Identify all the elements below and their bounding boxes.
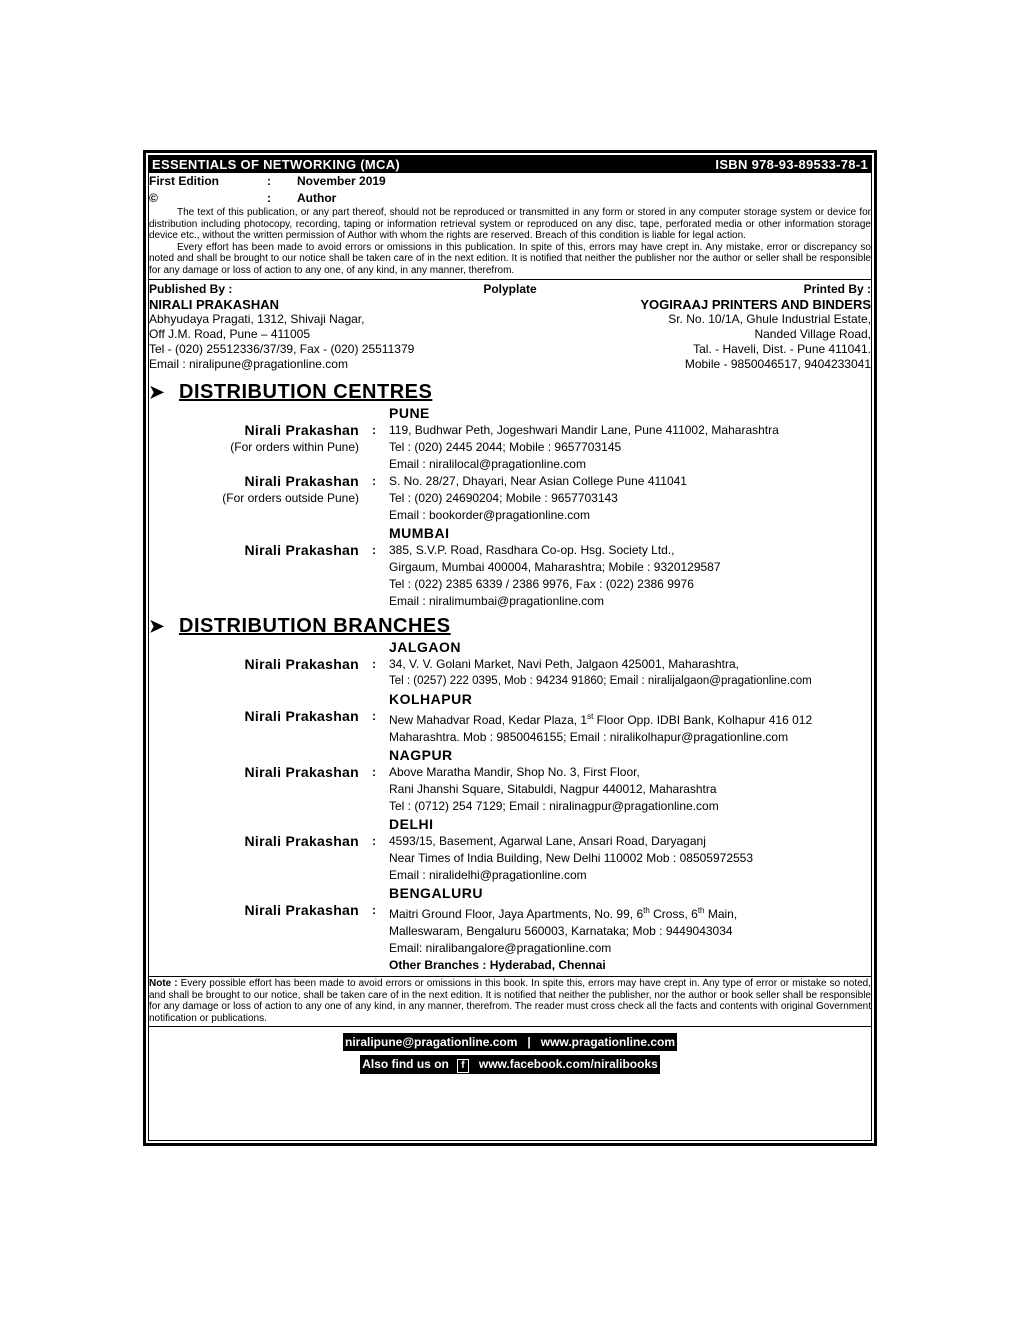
centres-heading: [149, 380, 871, 404]
legal-para-1: The text of this publication, or any part thereof, should not be reproduced or transmitted in any form or stored in any computer storage system or device for distribution including photocopy, recording, taping or information retrieval system or reproduced on any disc, tape, perforated media or other information storage device etc., without the written permission of Author with whom the rights are reserved. Breach of this condition is liable for legal action.: [149, 207, 871, 241]
city-bengaluru: BENGALURU: [389, 885, 483, 901]
isbn: ISBN 978-93-89533-78-1: [715, 157, 868, 172]
facebook-url[interactable]: www.facebook.com/niralibooks: [478, 1057, 658, 1071]
city-kolhapur: KOLHAPUR: [389, 691, 473, 707]
publisher-column: [149, 282, 415, 372]
centre-line: S. No. 28/27, Dhayari, Near Asian College Pune 411041: [389, 474, 687, 488]
city-delhi: DELHI: [389, 816, 434, 832]
polyplate: Polyplate: [483, 282, 537, 296]
branch-line: Maharashtra. Mob : 9850046155; Email : niralikolhapur@pragationline.com: [389, 730, 789, 744]
branches-title: DISTRIBUTION BRANCHES: [179, 614, 451, 637]
copyright-row: [149, 190, 871, 207]
branch-name: Nirali Prakashan: [244, 708, 359, 724]
publisher-heading: Published By :: [149, 282, 233, 296]
centre-line: 119, Budhwar Peth, Jogeshwari Mandir Lane, Pune 411002, Maharashtra: [389, 423, 779, 437]
legal-para-2: Every effort has been made to avoid errors or omissions in this publication. In spite of this, errors may have crept in. Any mistake, error or discrepancy so noted and shall be brought to our notice shall be taken care of in the next edition. It is notified that neither the publisher nor the author or seller shall be responsible for any damage or loss of action to any one, of any kind, in any manner, therefrom.: [149, 241, 871, 276]
publisher-tel: Tel - (020) 25512336/37/39, Fax - (020) 25511379: [149, 342, 415, 356]
centre-entry: Nirali Prakashan : 385, S.V.P. Road, Rasdhara Co-op. Hsg. Society Ltd., Girgaum, Mumbai 400004, Maharashtra; Mobile : 9320129587 Tel : (022) 2385 6339 / 2386 9976, Fax : (022) 2386 9976 Email : niralimumbai@pragationline.com: [149, 542, 871, 610]
centre-entry: Nirali Prakashan (For orders outside Pune) : S. No. 28/27, Dhayari, Near Asian College Pune 411041 Tel : (020) 24690204; Mobile : 9657703143 Email : bookorder@pragationline.com: [149, 473, 871, 524]
centre-sub: (For orders within Pune): [230, 440, 359, 454]
centre-line: Tel : (020) 2445 2044; Mobile : 9657703145: [389, 440, 622, 454]
edition-label: First Edition: [149, 174, 219, 188]
printer-column: [633, 282, 871, 372]
branch-line: Malleswaram, Bengaluru 560003, Karnataka; Mob : 9449043034: [389, 924, 733, 938]
branch-line: [389, 708, 871, 729]
find-us-text: Also find us on: [362, 1057, 449, 1071]
branch-name: Nirali Prakashan: [244, 764, 359, 780]
city-nagpur: NAGPUR: [389, 747, 453, 763]
superscript: th: [643, 906, 650, 915]
copyright-label: ©: [149, 191, 158, 205]
footer-website[interactable]: www.pragationline.com: [540, 1035, 676, 1049]
copyright-value: Author: [297, 191, 337, 205]
legal-notice: [149, 207, 871, 276]
printer-name: YOGIRAAJ PRINTERS AND BINDERS: [640, 297, 871, 312]
superscript: st: [587, 712, 594, 721]
centres-title: DISTRIBUTION CENTRES: [179, 380, 433, 403]
centre-line: Tel : (020) 24690204; Mobile : 9657703143: [389, 491, 618, 505]
centre-line: Email : niralilocal@pragationline.com: [389, 457, 586, 471]
centre-name: Nirali Prakashan: [244, 542, 359, 558]
other-branches: Other Branches : Hyderabad, Chennai: [389, 958, 606, 972]
footer-facebook-bar: [360, 1055, 660, 1074]
centre-entry: Nirali Prakashan (For orders within Pune) : 119, Budhwar Peth, Jogeshwari Mandir Lane, Pune 411002, Maharashtra Tel : (020) 2445 2044; Mobile : 9657703145 Email : niralilocal@pragationline.com: [149, 422, 871, 473]
city-jalgaon: JALGAON: [389, 639, 461, 655]
note-block: [149, 976, 871, 1024]
branch-text: Cross, 6: [649, 907, 698, 921]
branch-entry: Nirali Prakashan : New Mahadvar Road, Kedar Plaza, 1st Floor Opp. IDBI Bank, Kolhapur 416 012 Maharashtra. Mob : 9850046155; Email : niralikolhapur@pragationline.com: [149, 708, 871, 746]
branch-entry: Nirali Prakashan : 4593/15, Basement, Agarwal Lane, Ansari Road, Daryaganj Near Times of India Building, New Delhi 110002 Mob : 08505972553 Email : niralidelhi@pragationline.com: [149, 833, 871, 884]
branch-line: 34, V. V. Golani Market, Navi Peth, Jalgaon 425001, Maharashtra,: [389, 657, 739, 671]
branch-entry: Nirali Prakashan : Maitri Ground Floor, Jaya Apartments, No. 99, 6th Cross, 6th Main, Malleswaram, Bengaluru 560003, Karnataka; Mob : 9449043034 Email: niralibangalore@pragationline.com: [149, 902, 871, 957]
branch-line: 4593/15, Basement, Agarwal Lane, Ansari Road, Daryaganj: [389, 834, 706, 848]
publisher-name: NIRALI PRAKASHAN: [149, 297, 279, 312]
branch-line: [389, 902, 871, 923]
note-text: Every possible effort has been made to avoid errors or omissions in this book. In spite this, errors may have crept in. Any type of error or mistake so noted, and shall be brought to our notice, shall be taken care of in the next edition. It is notified that neither the publisher, nor the author or book seller shall be responsible for any damage or loss of action to any one of any kind, in any manner, therefrom. The reader must cross check all the facts and contents with original Government notification or publications.: [149, 978, 871, 1024]
footer-email[interactable]: niralipune@pragationline.com: [344, 1035, 518, 1049]
branch-line: Tel : (0257) 222 0395, Mob : 94234 91860; Email : niralijalgaon@pragationline.com: [389, 675, 812, 687]
branch-line: Rani Jhanshi Square, Sitabuldi, Nagpur 440012, Maharashtra: [389, 782, 717, 796]
copyright-colon: :: [267, 191, 271, 205]
branch-name: Nirali Prakashan: [244, 902, 359, 918]
branch-entry: Nirali Prakashan : 34, V. V. Golani Market, Navi Peth, Jalgaon 425001, Maharashtra, Tel : (0257) 222 0395, Mob : 94234 91860; Email : niralijalgaon@pragationline.com: [149, 656, 871, 690]
note-label: Note :: [149, 978, 178, 989]
branch-text: Main,: [704, 907, 738, 921]
footer: [149, 1031, 871, 1076]
publisher-address-2: Off J.M. Road, Pune – 411005: [149, 327, 310, 341]
branch-line: Near Times of India Building, New Delhi 110002 Mob : 08505972553: [389, 851, 754, 865]
arrow-icon: ➤: [149, 381, 165, 402]
centre-line: Email : bookorder@pragationline.com: [389, 508, 590, 522]
centre-sub: (For orders outside Pune): [222, 491, 359, 505]
city-mumbai: MUMBAI: [389, 525, 450, 541]
divider: [149, 279, 871, 280]
publisher-address-1: Abhyudaya Pragati, 1312, Shivaji Nagar,: [149, 312, 365, 326]
edition-value: November 2019: [297, 174, 386, 188]
book-title: ESSENTIALS OF NETWORKING (MCA): [152, 157, 401, 172]
branch-name: Nirali Prakashan: [244, 833, 359, 849]
imprint-content: [149, 156, 871, 1076]
publisher-printer-block: [149, 282, 871, 372]
centre-line: Girgaum, Mumbai 400004, Maharashtra; Mobile : 9320129587: [389, 560, 721, 574]
branch-name: Nirali Prakashan: [244, 656, 359, 672]
footer-separator: |: [527, 1035, 531, 1049]
centre-name: Nirali Prakashan: [244, 422, 359, 438]
branch-line: Email : niralidelhi@pragationline.com: [389, 868, 587, 882]
edition-row: [149, 173, 871, 190]
branch-text: Floor Opp. IDBI Bank, Kolhapur 416 012: [593, 713, 813, 727]
city-pune: PUNE: [389, 405, 430, 421]
imprint-frame: [143, 150, 877, 1146]
superscript: th: [697, 906, 705, 915]
branch-line: Tel : (0712) 254 7129; Email : niralinagpur@pragationline.com: [389, 799, 719, 813]
arrow-icon: ➤: [149, 615, 165, 636]
branch-text: New Mahadvar Road, Kedar Plaza, 1: [389, 713, 588, 727]
publisher-email: Email : niralipune@pragationline.com: [149, 357, 348, 371]
divider: [149, 1026, 871, 1027]
printer-mobile: Mobile - 9850046517, 9404233041: [684, 357, 871, 371]
branch-text: Maitri Ground Floor, Jaya Apartments, No. 99, 6: [389, 907, 644, 921]
printer-address-2: Nanded Village Road,: [754, 327, 871, 341]
centre-line: Email : niralimumbai@pragationline.com: [389, 594, 604, 608]
printer-address-3: Tal. - Haveli, Dist. - Pune 411041.: [693, 342, 871, 356]
footer-contact-bar: [343, 1033, 677, 1051]
printer-address-1: Sr. No. 10/1A, Ghule Industrial Estate,: [668, 312, 871, 326]
centre-line: 385, S.V.P. Road, Rasdhara Co-op. Hsg. Society Ltd.,: [389, 543, 675, 557]
title-bar: [149, 156, 871, 173]
centre-line: Tel : (022) 2385 6339 / 2386 9976, Fax : (022) 2386 9976: [389, 577, 694, 591]
branch-line: Email: niralibangalore@pragationline.com: [389, 941, 612, 955]
printer-heading: Printed By :: [803, 282, 871, 296]
branches-heading: [149, 614, 871, 638]
facebook-icon: f: [457, 1059, 469, 1073]
branch-entry: Nirali Prakashan : Above Maratha Mandir, Shop No. 3, First Floor, Rani Jhanshi Square, Sitabuldi, Nagpur 440012, Maharashtra Tel : (0712) 254 7129; Email : niralinagpur@pragationline.com: [149, 764, 871, 815]
centre-name: Nirali Prakashan: [244, 473, 359, 489]
edition-colon: :: [267, 174, 271, 188]
branch-line: Above Maratha Mandir, Shop No. 3, First Floor,: [389, 765, 640, 779]
